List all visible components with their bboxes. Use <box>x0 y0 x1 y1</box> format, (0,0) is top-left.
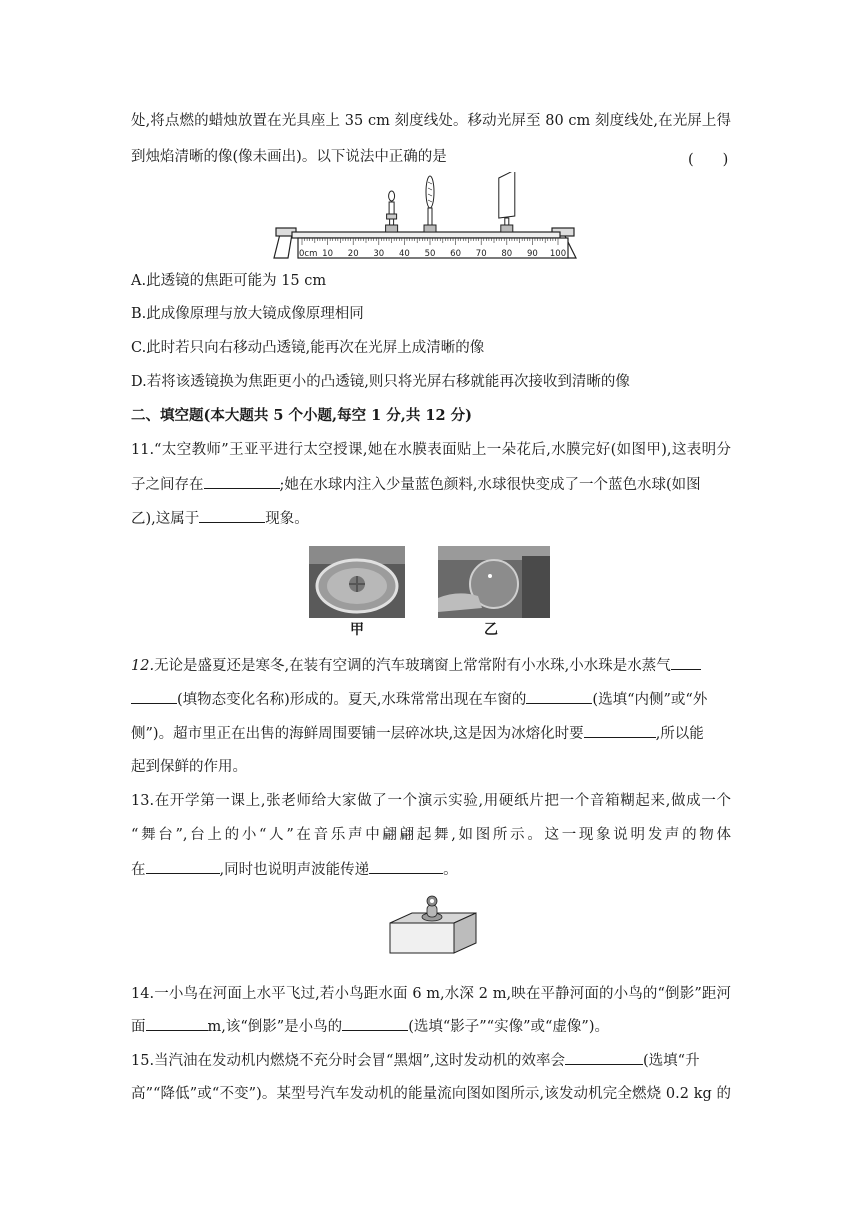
answer-blank[interactable] <box>342 1016 408 1031</box>
ruler-tick-label: 60 <box>450 249 462 259</box>
q15-text-1b: (选填“升 <box>643 1053 700 1069</box>
ruler-tick-label: 70 <box>475 249 487 259</box>
q12-text-3b: ,所以能 <box>655 726 704 742</box>
answer-blank[interactable] <box>565 1050 643 1065</box>
q13-line-2: “舞台”,台上的小“人”在音乐声中翩翩起舞,如图所示。这一现象说明发声的物体 <box>131 827 731 843</box>
answer-blank[interactable] <box>199 508 265 523</box>
bench-left-leg <box>274 234 292 258</box>
q12-text-2a: (填物态变化名称)形成的。夏天,水珠常常出现在车窗的 <box>177 692 527 708</box>
q11-line-2 <box>131 474 731 495</box>
q10-option-c: C.此时若只向右移动凸透镜,能再次在光屏上成清晰的像 <box>131 340 485 356</box>
q13-text-3b: ,同时也说明声波能传递 <box>219 862 370 878</box>
water-film-photo <box>309 546 405 618</box>
answer-blank[interactable] <box>146 859 220 874</box>
q10-option-b: B.此成像原理与放大镜成像原理相同 <box>131 306 364 322</box>
q14-line-2 <box>131 1016 731 1037</box>
q10-line-1: 处,将点燃的蜡烛放置在光具座上 35 cm 刻度线处。移动光屏至 80 cm 刻度线处,在光屏上得 <box>131 113 731 129</box>
answer-blank[interactable] <box>146 1016 208 1031</box>
answer-blank[interactable] <box>526 689 592 704</box>
bench-rail <box>292 232 560 238</box>
q14-text-2b: m,该“倒影”是小鸟的 <box>207 1019 343 1035</box>
ruler-tick-label: 100 <box>549 249 567 259</box>
answer-parens: ( ) <box>688 152 729 168</box>
caption-left: 甲 <box>350 622 364 638</box>
q13-line-3 <box>131 859 731 880</box>
q11-line-3 <box>131 508 731 529</box>
ruler-tick-label: 30 <box>373 249 385 259</box>
q15-text-1a: 15.当汽油在发动机内燃烧不充分时会冒“黑烟”,这时发动机的效率会 <box>131 1053 565 1069</box>
q11-text-3b: 现象。 <box>265 511 309 527</box>
q11-line-1: 11.“太空教师”王亚平进行太空授课,她在水膜表面贴上一朵花后,水膜完好(如图甲),这表明分 <box>131 442 731 458</box>
q12-line-2 <box>131 689 731 710</box>
q15-line-2: 高”“降低”或“不变”)。某型号汽车发动机的能量流向图如图所示,该发动机完全燃烧 0.2 kg 的 <box>131 1086 731 1102</box>
section-heading: 二、填空题(本大题共 5 个小题,每空 1 分,共 12 分) <box>131 407 472 424</box>
answer-blank[interactable] <box>584 723 656 738</box>
speaker-stage-figure <box>388 893 480 955</box>
blue-water-ball-photo <box>438 546 550 618</box>
optical-bench-figure <box>272 172 584 262</box>
q12-text-1: 无论是盛夏还是寒冬,在装有空调的汽车玻璃窗上常常附有小水珠,小水珠是水蒸气 <box>154 658 671 674</box>
ruler-tick-label: 10 <box>322 249 334 259</box>
caption-right: 乙 <box>484 622 498 638</box>
q12-number: 12. <box>131 658 155 674</box>
answer-blank[interactable] <box>369 859 443 874</box>
ruler-tick-label: 40 <box>398 249 410 259</box>
candle <box>386 191 398 232</box>
q10-line-2: 到烛焰清晰的像(像未画出)。以下说法中正确的是 <box>131 149 447 165</box>
answer-blank[interactable] <box>671 655 701 670</box>
q13-text-3a: 在 <box>131 862 146 878</box>
ruler-tick-label: 0cm <box>299 249 318 259</box>
q12-line-1 <box>131 655 731 676</box>
q12-text-2b: (选填“内侧”或“外 <box>592 692 708 708</box>
q11-text-2a: 子之间存在 <box>131 477 204 493</box>
q15-line-1 <box>131 1050 731 1071</box>
ruler-tick-label: 80 <box>501 249 513 259</box>
q10-option-d: D.若将该透镜换为焦距更小的凸透镜,则只将光屏右移就能再次接收到清晰的像 <box>131 374 630 390</box>
q12-line-3 <box>131 723 731 744</box>
q14-line-1: 14.一小鸟在河面上水平飞过,若小鸟距水面 6 m,水深 2 m,映在平静河面的小鸟的“倒影”距河 <box>131 986 731 1002</box>
q12-line-4: 起到保鲜的作用。 <box>131 759 247 775</box>
ruler-tick-label: 20 <box>347 249 359 259</box>
ruler-tick-label: 90 <box>526 249 538 259</box>
answer-blank[interactable] <box>131 689 177 704</box>
answer-blank[interactable] <box>204 474 280 489</box>
ruler-tick-label: 50 <box>424 249 436 259</box>
light-screen <box>499 172 515 232</box>
q12-text-3a: 侧”)。超市里正在出售的海鲜周围要铺一层碎冰块,这是因为冰熔化时要 <box>131 726 584 742</box>
q14-text-2a: 面 <box>131 1019 146 1035</box>
q11-text-2b: ;她在水球内注入少量蓝色颜料,水球很快变成了一个蓝色水球(如图 <box>279 477 701 493</box>
q11-text-3a: 乙),这属于 <box>131 511 200 527</box>
q13-line-1: 13.在开学第一课上,张老师给大家做了一个演示实验,用硬纸片把一个音箱糊起来,做成一个 <box>131 793 731 809</box>
q13-text-3c: 。 <box>443 862 458 878</box>
q14-text-2c: (选填“影子”“实像”或“虚像”)。 <box>408 1019 609 1035</box>
q10-option-a: A.此透镜的焦距可能为 15 cm <box>131 273 327 289</box>
convex-lens <box>424 176 436 232</box>
